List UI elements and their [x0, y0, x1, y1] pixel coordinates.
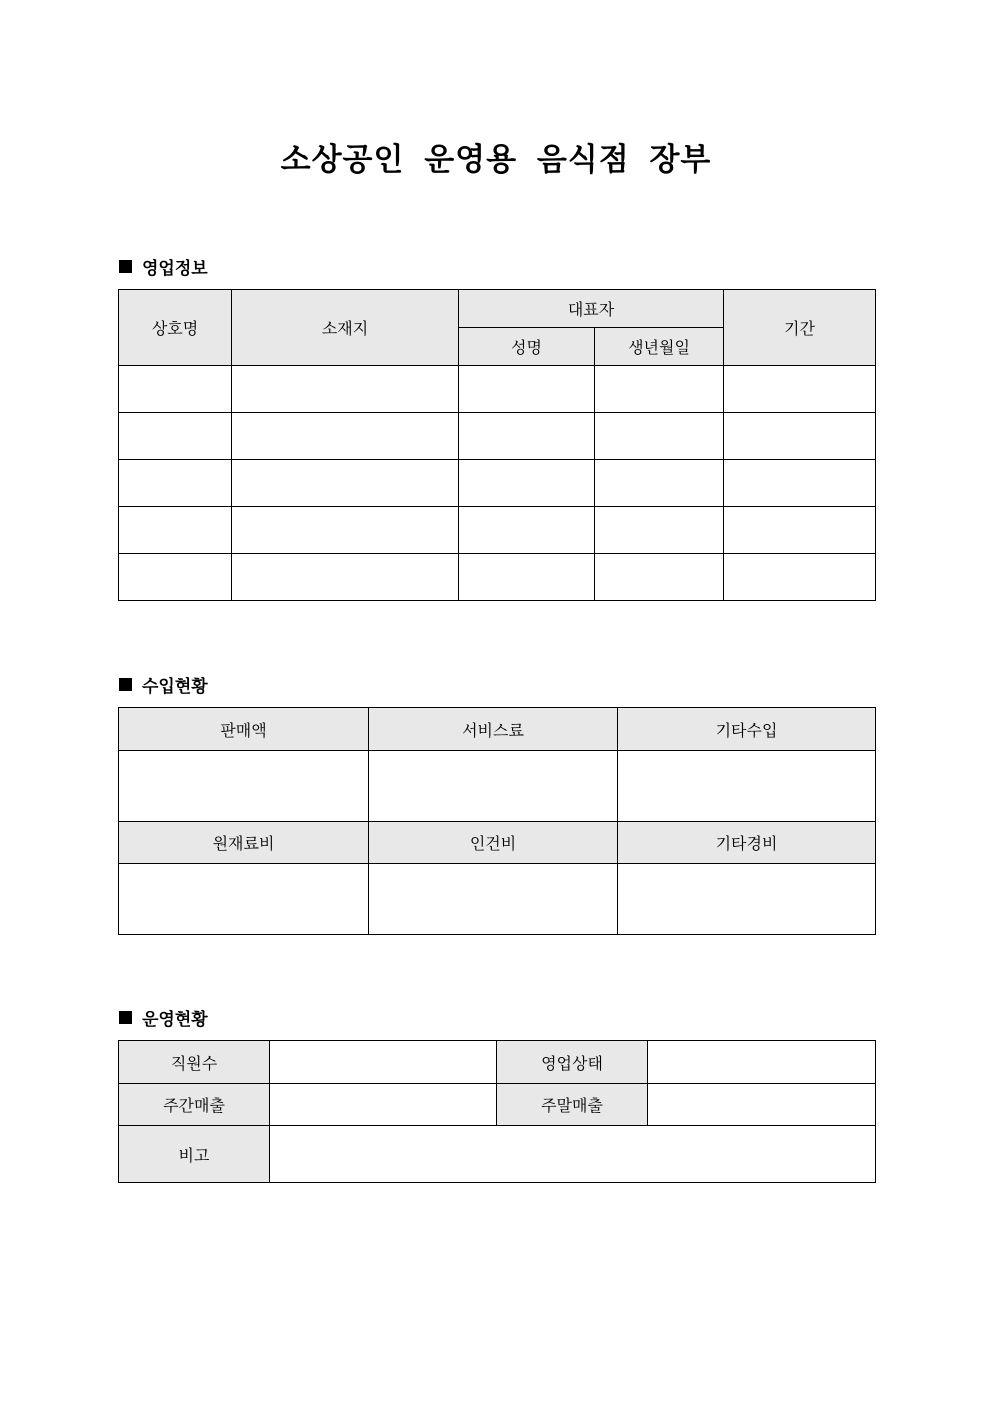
- cell-name[interactable]: [459, 507, 595, 554]
- table-row: [119, 460, 876, 507]
- cell-remarks[interactable]: [270, 1126, 876, 1183]
- operations-table: [118, 1040, 876, 1183]
- cell-birthdate[interactable]: [595, 460, 724, 507]
- cell-trade-name[interactable]: [119, 366, 232, 413]
- cell-trade-name[interactable]: [119, 460, 232, 507]
- section-title: 수입현황: [142, 677, 208, 697]
- page-title: 소상공인 운영용 음식점 장부: [280, 142, 712, 178]
- label-staff-count: 직원수: [119, 1041, 270, 1084]
- header-period: 기간: [724, 290, 876, 366]
- cell-trade-name[interactable]: [119, 507, 232, 554]
- square-bullet-icon: [119, 260, 132, 273]
- cell-birthdate[interactable]: [595, 554, 724, 601]
- header-labor-cost: 인건비: [369, 822, 618, 864]
- header-other-income: 기타수입: [618, 708, 876, 751]
- cell-trade-name[interactable]: [119, 413, 232, 460]
- cell-name[interactable]: [459, 366, 595, 413]
- label-business-status: 영업상태: [497, 1041, 648, 1084]
- header-birthdate: 생년월일: [595, 328, 724, 366]
- header-service-fee: 서비스료: [369, 708, 618, 751]
- table-row: [119, 413, 876, 460]
- section-title: 운영현황: [142, 1010, 208, 1030]
- cell-weekend-sales[interactable]: [648, 1084, 876, 1126]
- label-weekend-sales: 주말매출: [497, 1084, 648, 1126]
- cell-period[interactable]: [724, 460, 876, 507]
- cell-birthdate[interactable]: [595, 507, 724, 554]
- cell-labor-cost[interactable]: [369, 864, 618, 935]
- cell-name[interactable]: [459, 460, 595, 507]
- header-trade-name: 상호명: [119, 290, 232, 366]
- section-title: 영업정보: [142, 259, 208, 279]
- header-location: 소재지: [232, 290, 459, 366]
- table-row: [119, 366, 876, 413]
- cell-material-cost[interactable]: [119, 864, 369, 935]
- cell-other-expense[interactable]: [618, 864, 876, 935]
- income-table: [118, 707, 876, 935]
- cell-period[interactable]: [724, 366, 876, 413]
- cell-location[interactable]: [232, 366, 459, 413]
- business-info-table: [118, 289, 876, 601]
- cell-birthdate[interactable]: [595, 413, 724, 460]
- header-other-expense: 기타경비: [618, 822, 876, 864]
- square-bullet-icon: [119, 678, 132, 691]
- cell-period[interactable]: [724, 413, 876, 460]
- table-row: [119, 507, 876, 554]
- header-name: 성명: [459, 328, 595, 366]
- label-remarks: 비고: [119, 1126, 270, 1183]
- cell-service-fee[interactable]: [369, 751, 618, 822]
- cell-period[interactable]: [724, 507, 876, 554]
- cell-location[interactable]: [232, 554, 459, 601]
- cell-other-income[interactable]: [618, 751, 876, 822]
- cell-location[interactable]: [232, 507, 459, 554]
- cell-location[interactable]: [232, 460, 459, 507]
- section-heading-business-info: [119, 254, 208, 279]
- header-sales: 판매액: [119, 708, 369, 751]
- section-heading-operations: [119, 1005, 208, 1030]
- square-bullet-icon: [119, 1011, 132, 1024]
- cell-weekday-sales[interactable]: [270, 1084, 497, 1126]
- cell-name[interactable]: [459, 554, 595, 601]
- cell-sales[interactable]: [119, 751, 369, 822]
- cell-birthdate[interactable]: [595, 366, 724, 413]
- cell-location[interactable]: [232, 413, 459, 460]
- cell-business-status[interactable]: [648, 1041, 876, 1084]
- cell-trade-name[interactable]: [119, 554, 232, 601]
- label-weekday-sales: 주간매출: [119, 1084, 270, 1126]
- header-representative: 대표자: [459, 290, 724, 328]
- table-row: [119, 554, 876, 601]
- section-heading-income: [119, 672, 208, 697]
- cell-staff-count[interactable]: [270, 1041, 497, 1084]
- cell-period[interactable]: [724, 554, 876, 601]
- header-material-cost: 원재료비: [119, 822, 369, 864]
- cell-name[interactable]: [459, 413, 595, 460]
